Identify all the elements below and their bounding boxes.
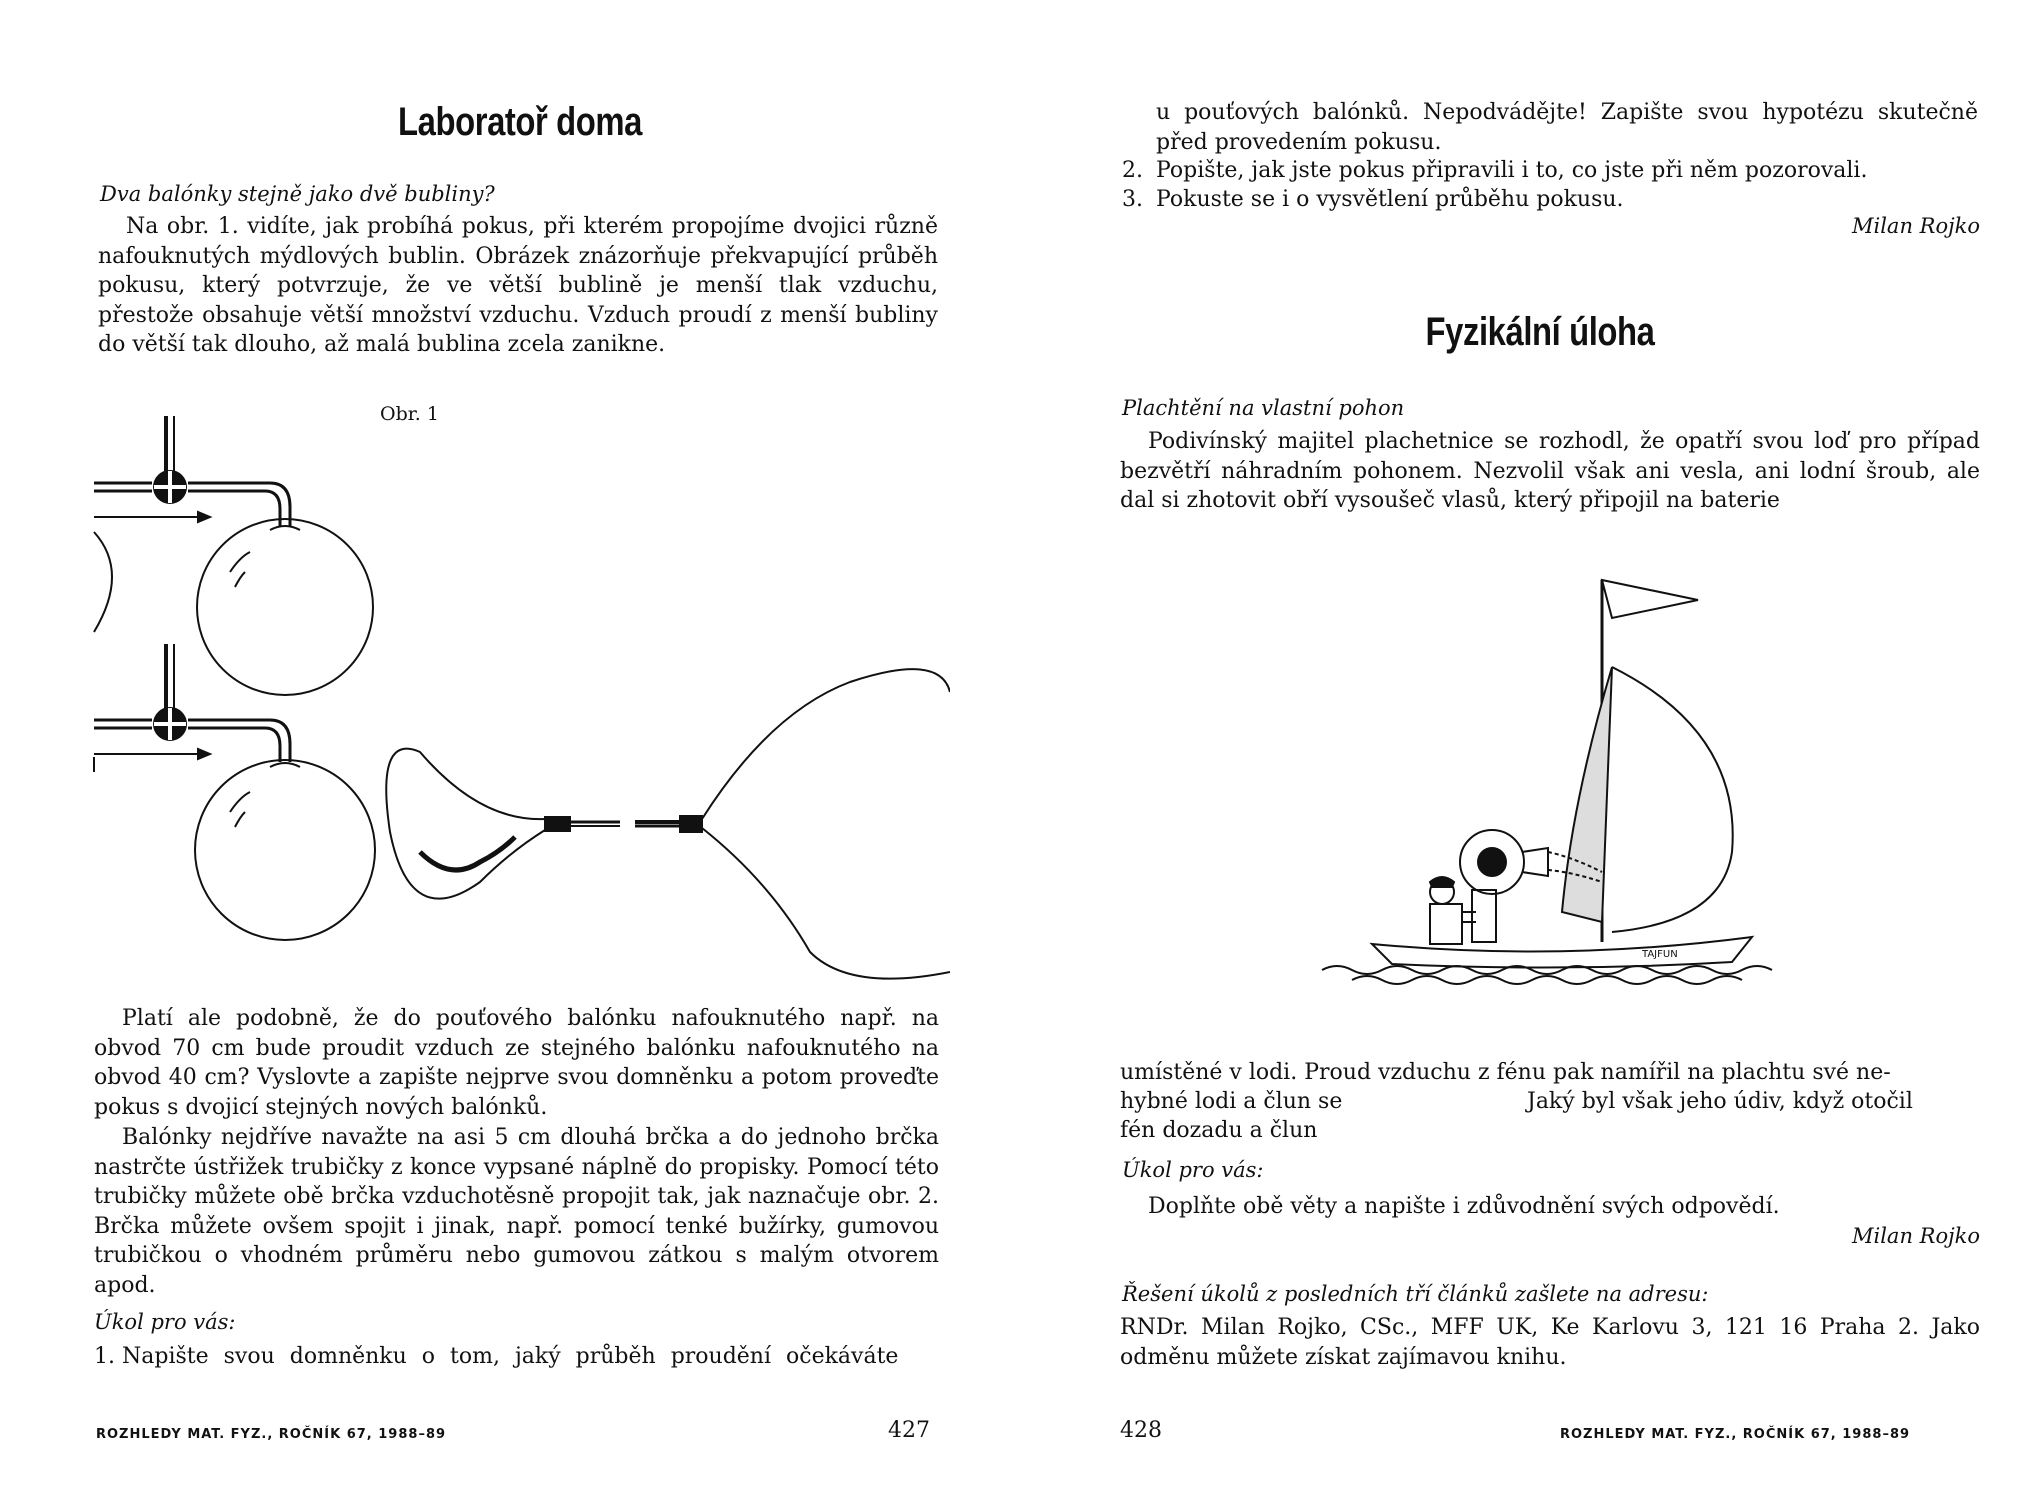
article-title: Laboratoř doma	[398, 100, 642, 144]
sailboat-illustration	[1312, 572, 1792, 992]
article-title: Fyzikální úloha	[1425, 310, 1655, 354]
problem-line-2b: Jaký byl však jeho údiv, když otočil	[1527, 1089, 1913, 1114]
article-subtitle: Dva balónky stejně jako dvě bubliny?	[100, 182, 495, 206]
continued-task-text: u pouťových balónků. Nepodvádějte! Zapište svou hypotézu skutečně před provedením pokusu.	[1156, 100, 1978, 155]
task-text: Doplňte obě věty a napište i zdůvodnění svých odpovědí.	[1148, 1194, 1780, 1219]
page-number: 427	[888, 1418, 930, 1443]
journal-footer: ROZHLEDY MAT. FYZ., ROČNÍK 67, 1988–89	[1560, 1427, 1911, 1442]
boat-name: TAJFUN	[1642, 949, 1678, 960]
problem-paragraph: Podivínský majitel plachetnice se rozhodl, že opatří svou loď pro případ bezvětří náhradním pohonem. Nezvolil však ani vesla, ani lodní šroub, ale dal si zhotovit obří vysoušeč vlasů, který připojil na baterie	[1120, 429, 1980, 513]
solutions-heading: Řešení úkolů z posledních tří článků zašlete na adresu:	[1122, 1282, 1709, 1306]
problem-line-1: umístěné v lodi. Proud vzduchu z fénu pak namířil na plachtu své ne-	[1120, 1060, 1891, 1085]
right-page	[1020, 0, 2040, 1501]
task-1	[94, 1342, 939, 1371]
author-signature: Milan Rojko	[1852, 1224, 1980, 1248]
intro-paragraph: Na obr. 1. vidíte, jak probíhá pokus, při kterém propojíme dvojici různě nafouknutých mýdlových bublin. Obrázek znázorňuje překvapující průběh pokusu, který potvrzuje, že ve větší bublině je menší tlak vzduchu, přestože obsahuje větší množství vzduchu. Vzduch proudí z menší bubliny do větší tak dlouho, až malá bublina zcela zanikne.	[98, 214, 938, 357]
balloon-question-paragraph: Platí ale podobně, že do pouťového balónku nafouknutého např. na obvod 70 cm bude proudit vzduch ze stejného balónku nafouknutého na obvod 40 cm? Vyslovte a zapište nejprve svou domněnku a potom proveďte pokus s dvojicí stejných nových balónků.	[94, 1006, 939, 1120]
task-list	[1122, 156, 1978, 214]
figure-caption: Obr. 1	[380, 403, 439, 425]
page-number: 428	[1120, 1418, 1162, 1443]
address-paragraph: RNDr. Milan Rojko, CSc., MFF UK, Ke Karlovu 3, 121 16 Praha 2. Jako odměnu můžete získat zajímavou knihu.	[1120, 1315, 1980, 1370]
soap-bubble-figure	[90, 412, 950, 982]
procedure-paragraph: Balónky nejdříve navažte na asi 5 cm dlouhá brčka a do jednoho brčka nastrčte ústřižek trubičky z konce vypsané náplně do propisky. Pomocí této trubičky můžete obě brčka vzduchotěsně propojit tak, jak naznačuje obr. 2. Brčka můžete ovšem spojit i jinak, např. pomocí tenké bužírky, gumovou trubičkou o vhodném průměru nebo gumovou zátkou s malým otvorem apod.	[94, 1125, 939, 1298]
task-heading: Úkol pro vás:	[1122, 1158, 1264, 1182]
task-heading: Úkol pro vás:	[94, 1310, 236, 1334]
article-subtitle: Plachtění na vlastní pohon	[1122, 396, 1405, 420]
problem-line-3: fén dozadu a člun	[1120, 1118, 1318, 1143]
task-item: 2. Popište, jak jste pokus připravili i to, co jste při něm pozorovali.	[1122, 158, 1868, 183]
task-1-text: Napište svou domněnku o tom, jaký průběh proudění očekáváte	[122, 1344, 899, 1369]
author-signature: Milan Rojko	[1852, 214, 1980, 238]
problem-line-2a: hybné lodi a člun se	[1120, 1089, 1343, 1114]
task-1-number: 1.	[94, 1344, 115, 1369]
journal-footer: ROZHLEDY MAT. FYZ., ROČNÍK 67, 1988–89	[96, 1427, 447, 1442]
task-item: 3. Pokuste se i o vysvětlení průběhu pokusu.	[1122, 187, 1624, 212]
